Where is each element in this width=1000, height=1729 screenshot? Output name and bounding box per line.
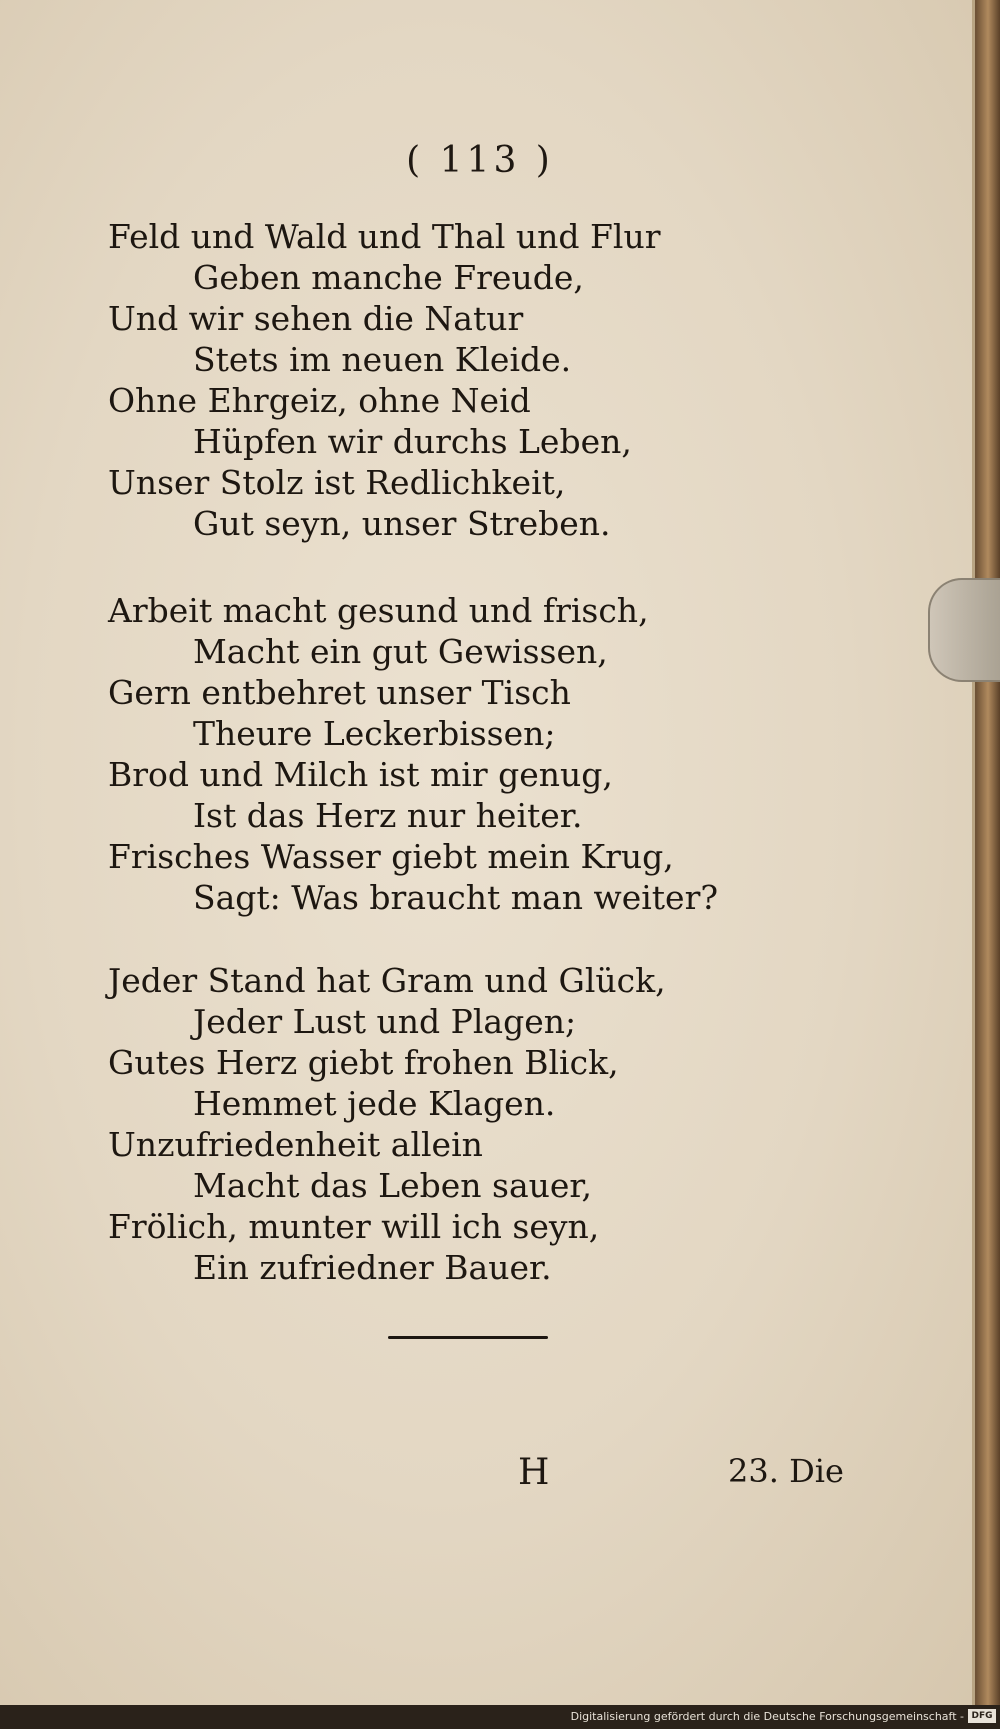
verse-line: Gern entbehret unser Tisch bbox=[108, 673, 571, 712]
verse-line: Arbeit macht gesund und frisch, bbox=[108, 591, 649, 630]
verse-line: Unzufriedenheit allein bbox=[108, 1125, 483, 1164]
stanza-2 bbox=[108, 590, 718, 918]
page-clip bbox=[928, 578, 1000, 682]
verse-line: Geben manche Freude, bbox=[193, 258, 584, 297]
verse-line: Gutes Herz giebt frohen Blick, bbox=[108, 1043, 619, 1082]
verse-line: Hemmet jede Klagen. bbox=[193, 1084, 556, 1123]
verse-line: Feld und Wald und Thal und Flur bbox=[108, 217, 661, 256]
verse-line: Frisches Wasser giebt mein Krug, bbox=[108, 837, 674, 876]
stanza-1 bbox=[108, 216, 661, 544]
verse-line: Und wir sehen die Natur bbox=[108, 299, 524, 338]
verse-line: Frölich, munter will ich seyn, bbox=[108, 1207, 600, 1246]
stanza-3 bbox=[108, 960, 666, 1288]
catchword: 23. Die bbox=[728, 1452, 844, 1490]
verse-line: Stets im neuen Kleide. bbox=[193, 340, 572, 379]
verse-line: Macht ein gut Gewissen, bbox=[193, 632, 608, 671]
dfg-logo: DFG bbox=[968, 1709, 996, 1723]
verse-line: Ohne Ehrgeiz, ohne Neid bbox=[108, 381, 531, 420]
verse-line: Unser Stolz ist Redlichkeit, bbox=[108, 463, 566, 502]
page-number: ( 113 ) bbox=[406, 140, 554, 181]
signature-mark: H bbox=[518, 1452, 550, 1493]
verse-line: Ein zufriedner Bauer. bbox=[193, 1248, 552, 1287]
verse-line: Theure Leckerbissen; bbox=[193, 714, 556, 753]
verse-line: Gut seyn, unser Streben. bbox=[193, 504, 611, 543]
digitization-credit: Digitalisierung gefördert durch die Deutsche Forschungsgemeinschaft - bbox=[570, 1710, 964, 1723]
verse-line: Sagt: Was braucht man weiter? bbox=[193, 878, 719, 917]
verse-line: Brod und Milch ist mir genug, bbox=[108, 755, 613, 794]
verse-line: Jeder Stand hat Gram und Glück, bbox=[108, 961, 666, 1000]
verse-line: Jeder Lust und Plagen; bbox=[193, 1002, 577, 1041]
verse-line: Ist das Herz nur heiter. bbox=[193, 796, 583, 835]
verse-line: Macht das Leben sauer, bbox=[193, 1166, 593, 1205]
end-rule bbox=[388, 1336, 548, 1339]
verse-line: Hüpfen wir durchs Leben, bbox=[193, 422, 632, 461]
